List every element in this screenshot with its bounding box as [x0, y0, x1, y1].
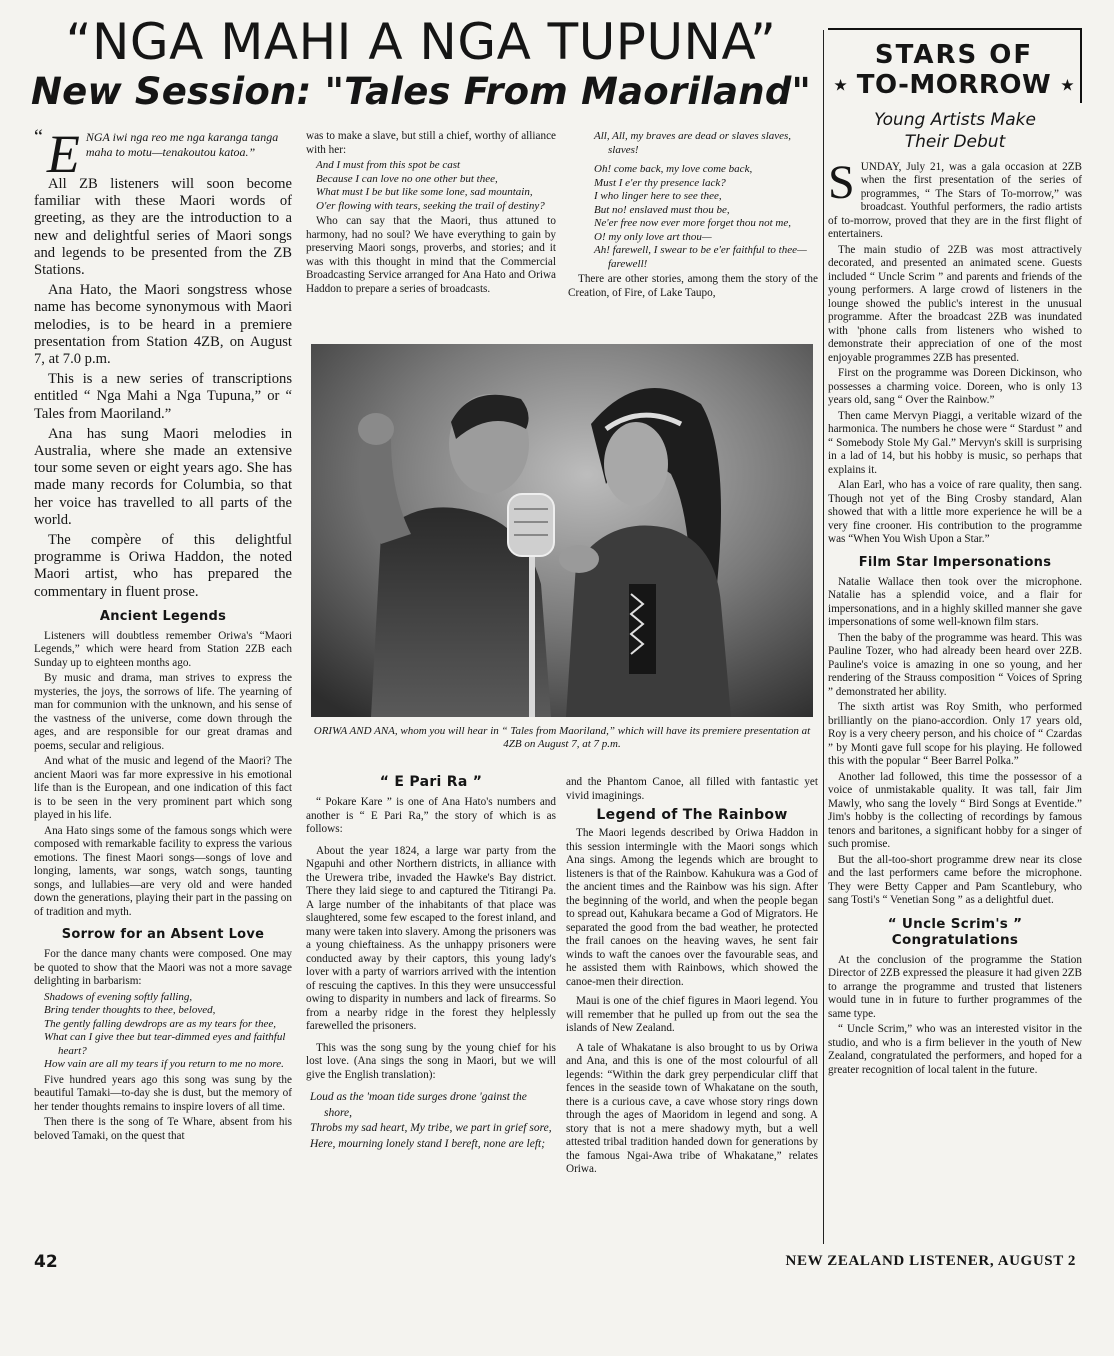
verse-line: I who linger here to see thee,	[594, 190, 722, 202]
verse-line: Oh! come back, my love come back,	[594, 163, 753, 175]
paragraph: Maui is one of the chief figures in Maori legend. You will remember that he pulled up from out the sea the islands of New Zealand.	[566, 995, 818, 1034]
column-2-bottom	[306, 772, 556, 1155]
heading-legend-rainbow: Legend of The Rainbow	[596, 807, 788, 823]
publication-line: NEW ZEALAND LISTENER, AUGUST 2	[785, 1253, 1076, 1269]
photo-illustration	[311, 344, 813, 717]
headline-title: “NGA MAHI A NGA TUPUNA”	[65, 13, 777, 71]
verse-line: Loud as the 'moan tide surges drone 'gainst the shore,	[310, 1091, 527, 1119]
verse-line: What can I give thee but tear-dimmed eyes and faithful heart?	[44, 1031, 286, 1057]
sidebar-divider	[823, 30, 824, 1244]
verse-line: Must I e'er thy presence lack?	[594, 176, 726, 189]
sidebar-title-line2-wrap	[828, 70, 1080, 101]
paragraph: “ Pokare Kare ” is one of Ana Hato's numbers and another is “ E Pari Ra,” the story of which is as follows:	[306, 796, 556, 835]
verse-line: O! my only love art thou—	[594, 230, 712, 243]
lead-paragraph: Ana Hato, the Maori songstress whose name has become synonymous with Maori melodies, is to be heard in a premiere presentation from Station 4ZB, on August 7, at 7.0 p.m.	[34, 282, 292, 368]
verse-line: Ne'er free now ever more forget thou not me,	[594, 217, 791, 229]
column-3-bottom	[566, 776, 818, 1179]
paragraph: At the conclusion of the programme the Station Director of 2ZB expressed the pleasure it had given 2ZB to arrange the programme and trusted that listeners would tune in in future to further programmes of the same type.	[828, 953, 1082, 1020]
paragraph: Another lad followed, this time the possessor of a voice of unmistakable quality. It was tall, fair Jim Mawly, who sang the lovely “ Bird Songs at Eventide.” Jim's hobby is the collecting of recordings by famous tenors and baritones, a significant hobby for a singer of such promise.	[828, 770, 1082, 850]
lead-paragraph: Ana has sung Maori melodies in Australia, where she made an extensive tour some seven or eight years ago. She has made many records for Columbia, so that her voice has travelled to all parts of the world.	[34, 425, 292, 528]
verse-block	[34, 991, 292, 1072]
column-2-top	[306, 130, 556, 298]
verse-line: O'er flowing with tears, seeking the trail of destiny?	[316, 199, 545, 212]
man-hand	[358, 413, 394, 445]
heading-sorrow: Sorrow for an Absent Love	[61, 927, 265, 943]
paragraph: About the year 1824, a large war party from the Ngapuhi and other Northern districts, in alliance with the Urewera tribe, invaded the Hawke's Bay district. There they laid siege to and captured the Titirangi Pa. A large number of the inhabitants of that place was slaughtered, some few escaped to the forest inland, and many were taken into slavery. Among the prisoners was a young chieftainess. As the unhappy prisoners were conducted away by their captors, this young lady's lover with a party of warriors arrived with the intention of rescuing the captives. In this they were unsuccessful owing to disparity in numbers and lack of firearms. So from a nearby ridge in the forest they helplessly farewelled the prisoners.	[306, 844, 556, 1032]
intro-dropcap: E	[46, 124, 80, 184]
microphone-head	[508, 494, 554, 556]
paragraph: The Maori legends described by Oriwa Haddon in this session intermingle with the Maori songs which Ana sings. Among the legends which are brought to listeners is that of the Rainbow. Kahukura was a God of the ancient times and the Rainbow was his sign. After the beginning of the world, and when the people began to spread out, Kahukara became a God of Migrators. He separated the good from the bad weather, he protected the frail canoes on the heaving waves, he sent fair winds to waft the canoes over the favourable seas, and he assisted them with Rainbows, which showed the canoe-men their direction.	[566, 827, 818, 988]
column-3-top	[568, 130, 818, 302]
photo-frame	[311, 344, 813, 717]
heading-e-pari-ra: “ E Pari Ra ”	[379, 774, 483, 790]
star-icon: ★	[833, 75, 848, 95]
paragraph: Who can say that the Maori, thus attuned to harmony, had no soul? We have everything to gain by preserving Maori songs, proverbs, and stories; and it was with this thought in mind that the Commercial Broadcasting Service arranged for Ana Hato and Oriwa Haddon to prepare a series of broadcasts.	[306, 215, 556, 295]
microphone-stand	[529, 544, 535, 717]
verse-line: All, All, my braves are dead or slaves slaves, slaves!	[594, 130, 792, 156]
verse-line: Shadows of evening softly falling,	[44, 990, 193, 1003]
photo-caption: ORIWA AND ANA, whom you will hear in “ Tales from Maoriland,” which will have its premiere presentation at 4ZB on August 7, at 7 p.m.	[313, 725, 811, 750]
page-number: 42	[34, 1252, 58, 1272]
sidebar-subtitle: Young Artists Make Their Debut	[874, 109, 1036, 152]
paragraph: The sixth artist was Roy Smith, who performed brilliantly on the piano-accordion. Only 17 years old, Roy is a very cheery person, and his choice of “ Czardas ” by Monti gave full scope for his playing. He followed this with the popular “ Beer Barrel Polka.”	[828, 701, 1082, 767]
paragraph: Alan Earl, who has a voice of rare quality, then sang. Though not yet of the Bing Crosby standard, Alan showed that with a little more experience he will be a very fine crooner. His contribution to the programme was “When You Wish Upon a Star.”	[828, 479, 1082, 545]
paragraph: Then there is the song of Te Whare, absent from his beloved Tamaki, on the quest that	[34, 1116, 292, 1142]
paragraph: was to make a slave, but still a chief, worthy of alliance with her:	[306, 130, 556, 156]
paragraph: And what of the music and legend of the Maori? The ancient Maori was far more expressive in his emotional life than is the European, and one indication of this fact is to be seen in the very prominent part which song played in his life.	[34, 755, 292, 822]
verse-block	[306, 159, 556, 213]
lead-paragraph: The compère of this delightful programme is Oriwa Haddon, the noted Maori artist, who has prepared the commentary in fluent prose.	[34, 532, 292, 600]
paragraph: and the Phantom Canoe, all filled with fantastic yet vivid imaginings.	[566, 776, 818, 802]
heading-uncle-scrim: “ Uncle Scrim's ” Congratulations	[887, 915, 1023, 948]
paragraph: Then the baby of the programme was heard. This was Pauline Tozer, who had already been heard over 2ZB. Pauline's voice is amazing in one so young, and her rendering of the Strauss composition “ Voices of Spring ” demonstrated her ability.	[828, 631, 1082, 698]
verse-line: Here, mourning lonely stand I bereft, none are left;	[310, 1137, 546, 1150]
paragraph: A tale of Whakatane is also brought to us by Oriwa and Ana, and this is one of the most colourful of all legends: “Within the dark grey perpendicular cliff that fences in the seaside town of Whakatane on the south, there is a curious cave, a cave whose story rings down through the ages of Maoridom in legend and song. A story that is not a mere shadowy myth, but a well attested tribal tradition handed down for generations by the famous Ngai-Awa tribe of Whakatane,” relates Oriwa.	[566, 1041, 818, 1175]
paragraph: For the dance many chants were composed. One may be quoted to show that the Maori was not a more savage delighting in barbarism:	[34, 948, 292, 988]
paragraph: “ Uncle Scrim,” who was an interested visitor in the studio, and who is a firm believer in the youth of New Zealand, congratulated the performers, and hoped for a greater recognition of local talent in the future.	[828, 1023, 1082, 1076]
verse-line: Because I can love no one other but thee,	[316, 172, 498, 185]
headline	[26, 14, 816, 114]
verse-line: How vain are all my tears if you return to me no more.	[44, 1058, 284, 1071]
verse-line: The gently falling dewdrops are as my tears for thee,	[44, 1017, 276, 1030]
paragraph: The main studio of 2ZB was most attractively decorated, and presented an animated scene. Guests included “ Uncle Scrim ” and parents and friends of the young performers. A large crowd of listeners in the lounge showed the public's interest in the unusual programme. After the broadcast 2ZB was inundated with 'phone calls from listeners who wished to demonstrate their appreciation of one of the most enjoyable programmes 2ZB has presented.	[828, 243, 1082, 364]
paragraph: Then came Mervyn Piaggi, a veritable wizard of the harmonica. The numbers he chose were “ Stardust ” and “ Somebody Stole My Gal.” Mervyn's skill is surprising in a lad of 14, but his hobby is music, so perhaps that explains it.	[828, 409, 1082, 476]
sidebar-title-line1: STARS OF	[874, 40, 1034, 70]
column-1	[34, 124, 292, 1145]
sidebar-dropcap: S	[828, 155, 855, 209]
paragraph: This was the song sung by the young chief for his lost love. (Ana sings the song in Maori, but we will give the English translation):	[306, 1041, 556, 1081]
woman-taniko	[629, 584, 656, 674]
headline-subtitle: New Session: "Tales From Maoriland"	[30, 70, 811, 113]
sidebar-body	[828, 155, 1082, 1078]
paragraph: But the all-too-short programme drew near its close and the last performers came before the microphone. They were Betty Capper and Pam Scantlebury, who sang Tosti's “ Venetian Song ” as a delightful duet.	[828, 853, 1082, 906]
verse-line: Bring tender thoughts to thee, beloved,	[44, 1004, 216, 1017]
verse-block	[306, 1090, 556, 1152]
paragraph: Five hundred years ago this song was sung by the beautiful Tamaki—to-day she is dust, but the memory of her tender thoughts remains to inspire lovers of all time.	[34, 1073, 292, 1113]
verse-block	[568, 130, 818, 271]
paragraph: Listeners will doubtless remember Oriwa's “Maori Legends,” which were heard from Station 2ZB each Sunday up to eighteen months ago.	[34, 629, 292, 669]
paragraph: There are other stories, among them the story of the Creation, of Fire, of Lake Taupo,	[568, 273, 818, 299]
sidebar-title-line2: TO-MORROW	[856, 70, 1052, 100]
verse-line: Ah! farewell, I swear to be e'er faithful to thee—farewell!	[594, 244, 807, 270]
star-icon: ★	[1060, 75, 1075, 95]
lead-paragraph: This is a new series of transcriptions entitled “ Nga Mahi a Nga Tupuna,” or “ Tales from Maoriland.”	[34, 371, 292, 422]
sidebar-intro: UNDAY, July 21, was a gala occasion at 2ZB when the first presentation of the series of programmes, “ The Stars of To-morrow,” was broadcast. Youthful performers, the radio artists of to-morrow, proved that they are in the first flight of entertainers.	[828, 160, 1082, 240]
lead-paragraph: All ZB listeners will soon become familiar with these Maori words of greeting, as they are the introduction to a new and delightful series of Maori songs and legends to be presented from the ZB Stations.	[34, 176, 292, 279]
intro-text: NGA iwi nga reo me nga karanga tanga maha to motu—tenakoutou katoa.”	[85, 130, 279, 159]
sidebar-title-box	[828, 28, 1082, 103]
verse-line: But no! enslaved must thou be,	[594, 203, 730, 216]
intro-greeting	[34, 124, 292, 184]
paragraph: Ana Hato sings some of the famous songs which were composed with remarkable facility to express the various emotions. The finest Maori songs—songs of love and longing, laments, war songs, watch songs, taunting songs, and lullabies—are very old and were handed down the generations, playing their part in the passing on of tradition and myth.	[34, 824, 292, 918]
paragraph: Natalie Wallace then took over the microphone. Natalie has a splendid voice, and a flair for impersonations, and in a highly skilled manner she gave impersonations of some well-known film stars.	[828, 575, 1082, 628]
heading-ancient-legends: Ancient Legends	[99, 608, 227, 624]
verse-line: What must I be but like some lone, sad mountain,	[316, 186, 533, 198]
verse-line: Throbs my sad heart, My tribe, we part in grief sore,	[310, 1122, 552, 1134]
heading-film-star: Film Star Impersonations	[858, 554, 1052, 570]
sidebar	[828, 28, 1082, 1079]
woman-hand	[559, 545, 599, 573]
paragraph: By music and drama, man strives to express the mysteries, the joys, the sorrows of life. The yearning of man for communion with the unknown, and his sense of the vastness of the universe, come down through the ages, and are responsible for our great dramas and poems, secular and religious.	[34, 672, 292, 752]
woman-face	[604, 422, 668, 506]
paragraph	[828, 155, 1082, 242]
verse-line: And I must from this spot be cast	[316, 159, 461, 171]
intro-open-quote: “	[34, 126, 43, 148]
paragraph: First on the programme was Doreen Dickinson, who possesses a charming voice. Doreen, who is only 13 years old, sang “ Over the Rainbow.”	[828, 367, 1082, 406]
